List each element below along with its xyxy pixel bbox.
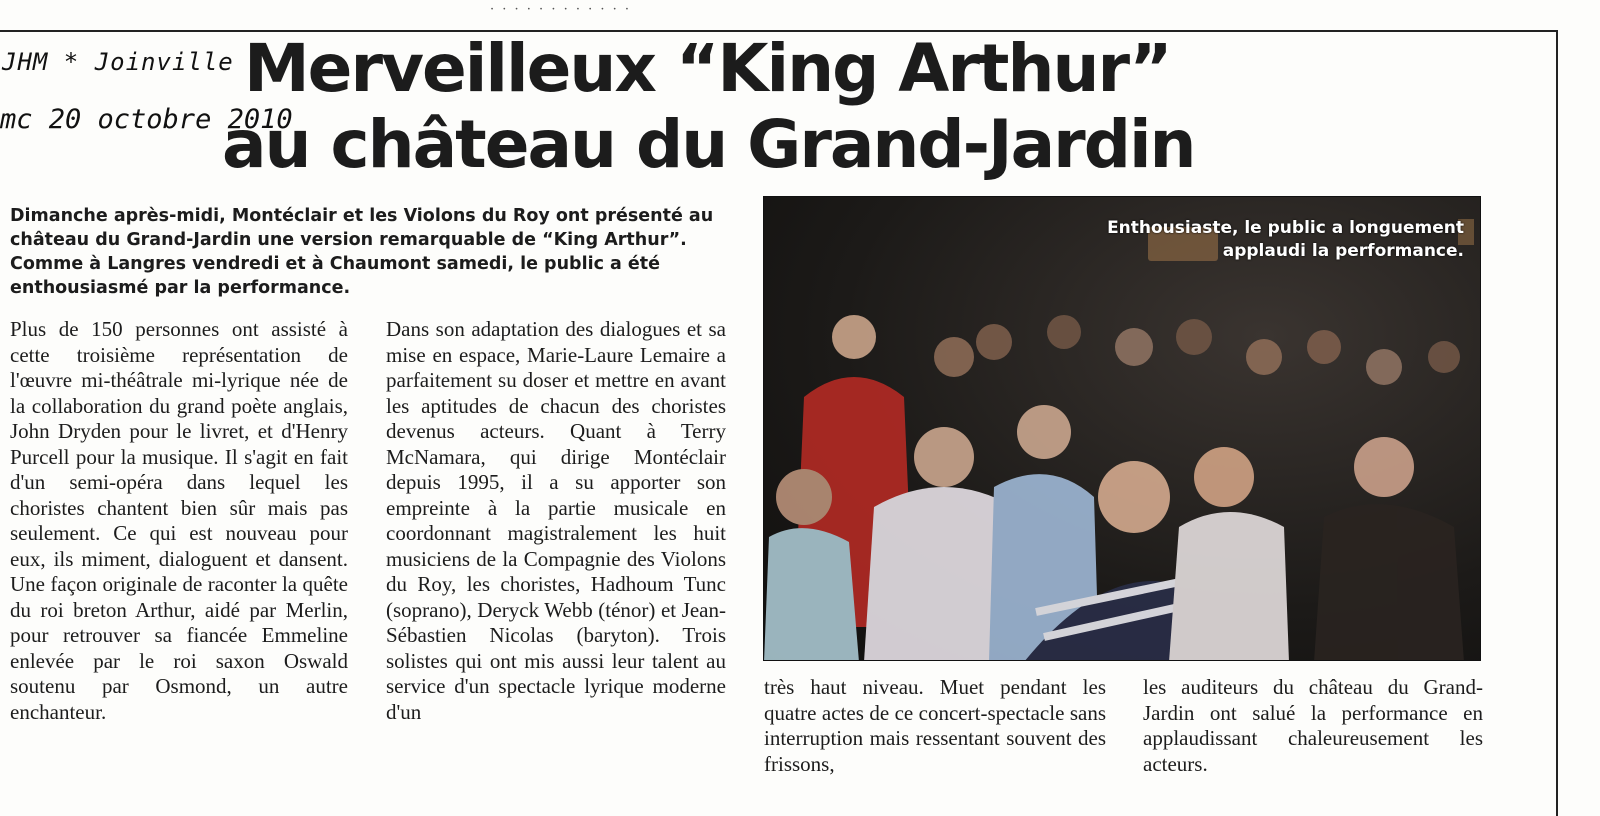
cut-off-text-bottom [10,796,330,816]
photo-caption-line-2: applaudi la performance. [1222,241,1464,261]
cut-off-text-bottom [1178,796,1448,816]
article-lede: Dimanche après-midi, Montéclair et les Violons du Roy ont présenté au château du Grand-Jardin une version remarquable de “King Arthur”. Comme à Langres vendredi et à Chaumont samedi, le public a été enthousiasmé par la performance. [10,206,714,298]
photo-caption-line-1: Enthousiaste, le public a longuement [1107,218,1464,238]
headline-line-2: au château du Grand-Jardin [222,106,1195,183]
photo-caption [1107,217,1464,263]
article-column-2: Dans son adaptation des dialogues et sa mise en espace, Marie-Laure Lemaire a parfaitement su doser et mettre en avant les aptitudes de chacun des choristes devenus acteurs. Quant à Terry McNamara, qui dirige Montéclair depuis 1995, il a su apporter son empreinte à la partie musicale en coordonnant magistralement les huit musiciens de la Compagnie des Violons du Roy, les choristes, Hadhoum Tunc (soprano), Deryck Webb (ténor) et Jean-Sébastien Nicolas (baryton). Trois solistes qui ont mis aussi leur talent au service d'un spectacle lyrique moderne d'un [386,317,726,724]
audience-photo [763,196,1481,661]
cut-off-text-top: · · · · · · · · · · · · [490,2,632,17]
handwritten-date-note: mc 20 octobre 2010 [0,104,293,135]
article-column-3: très haut niveau. Muet pendant les quatre actes de ce concert-spectacle sans interruption mais ressentant souvent des frissons, [764,675,1106,776]
article-column-4: les auditeurs du château du Grand-Jardin ont salué la performance en applaudissant chaleureusement les acteurs. [1143,675,1483,776]
handwritten-source-note: JHM * Joinville [2,48,234,76]
cut-off-text-bottom [788,796,1088,816]
audience-illustration [764,197,1481,661]
article-column-1: Plus de 150 personnes ont assisté à cette troisième représentation de l'œuvre mi-théâtrale mi-lyrique née de la collaboration du grand poète anglais, John Dryden pour le livret, et d'Henry Purcell pour la musique. Il s'agit en fait d'un semi-opéra dans lequel les choristes chantent bien sûr mais pas seulement. Ce qui est nouveau pour eux, ils miment, dialoguent et dansent. Une façon originale de raconter la quête du roi breton Arthur, aidé par Merlin, pour retrouver sa fiancée Emmeline enlevée par le roi saxon Oswald soutenu par Osmond, un autre enchanteur. [10,317,348,724]
headline-line-1: Merveilleux “King Arthur” [244,30,1171,107]
